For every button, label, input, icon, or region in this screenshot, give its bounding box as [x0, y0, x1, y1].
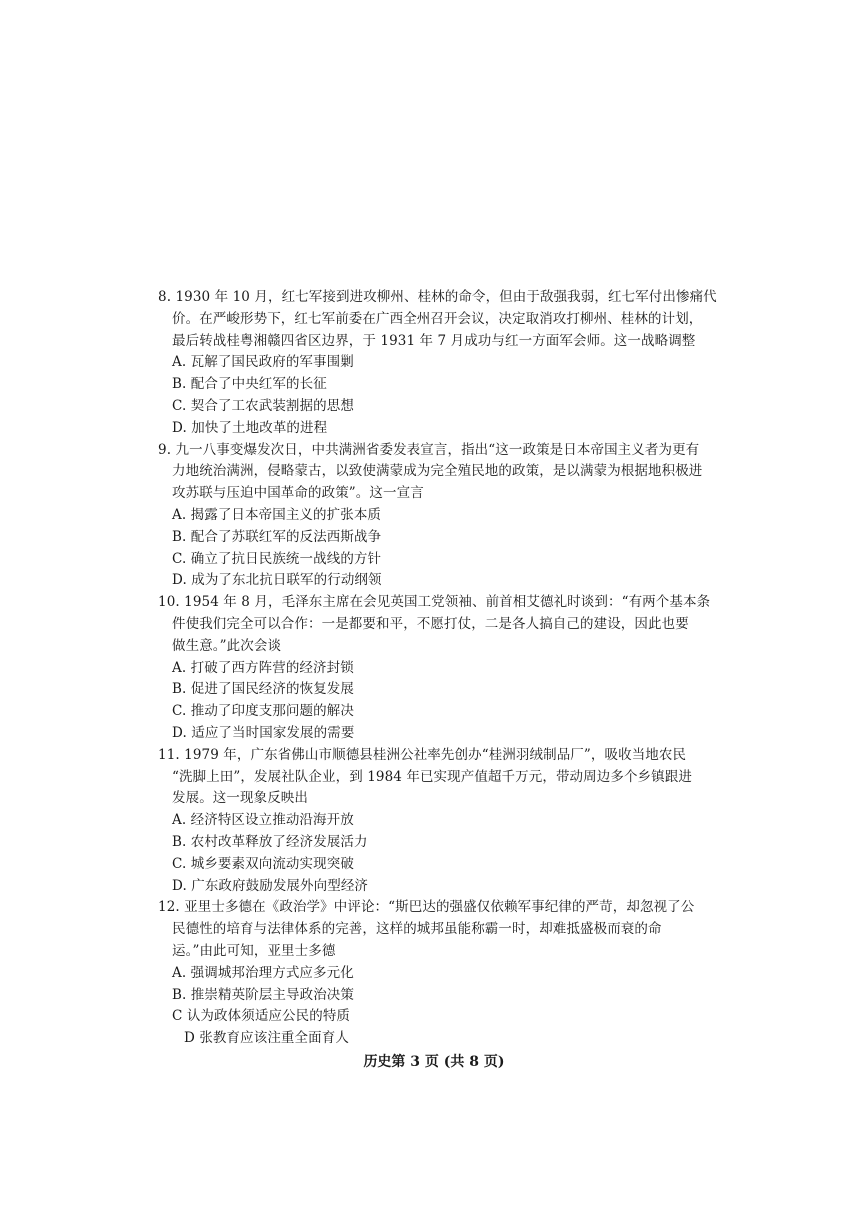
answer-option: A. 强调城邦治理方式应多元化 [172, 964, 354, 981]
exam-questions [158, 287, 718, 1050]
answer-option: B. 配合了苏联红军的反法西斯战争 [172, 528, 382, 545]
question-stem-line: 力地统治满洲，侵略蒙古，以致使满蒙成为完全殖民地的政策，是以满蒙为根据地积极进 [172, 463, 703, 480]
answer-option: D. 适应了当时国家发展的需要 [172, 724, 355, 741]
question-block [158, 592, 718, 745]
answer-options [158, 505, 718, 592]
answer-option: C 认为政体须适应公民的特质 [172, 1008, 351, 1025]
question-stem-line: 发展。这一现象反映出 [172, 790, 308, 807]
question-stem-line: 8. 1930 年 10 月，红七军接到进攻柳州、桂林的命令，但由于敌强我弱，红七军付出惨痛代 [158, 289, 717, 305]
answer-option: B. 农村改革释放了经济发展活力 [172, 833, 368, 850]
question-block [158, 440, 718, 593]
question-stem-line: 10. 1954 年 8 月，毛泽东主席在会见英国工党领袖、前首相艾德礼时谈到：“有两个基本条 [158, 594, 711, 611]
page-footer: 历史第 3 页 (共 8 页) [363, 1054, 505, 1070]
question-stem-line: 11. 1979 年，广东省佛山市顺德县桂洲公社率先创办“桂洲羽绒制品厂”，吸收当地农民 [158, 746, 687, 763]
question-block [158, 745, 718, 898]
answer-option: D 张教育应该注重全面育人 [184, 1030, 349, 1047]
question-stem-line: “洗脚上田”，发展社队企业，到 1984 年已实现产值超千万元，带动周边多个乡镇跟进 [172, 768, 692, 785]
answer-option: A. 瓦解了国民政府的军事围剿 [172, 354, 354, 371]
answer-option: A. 揭露了日本帝国主义的扩张本质 [172, 506, 382, 523]
answer-options [158, 963, 718, 1050]
question-stem-line: 做生意。”此次会谈 [172, 637, 282, 654]
answer-option: D. 成为了东北抗日联军的行动纲领 [172, 572, 382, 589]
answer-options [158, 352, 718, 439]
answer-options [158, 810, 718, 897]
question-stem-line: 运。”由此可知，亚里士多德 [172, 942, 336, 959]
question-stem-line: 价。在严峻形势下，红七军前委在广西全州召开会议，决定取消攻打柳州、桂林的计划， [172, 310, 703, 327]
answer-option: D. 广东政府鼓励发展外向型经济 [172, 877, 369, 894]
question-block [158, 287, 718, 440]
question-stem-line: 9. 九一八事变爆发次日，中共满洲省委发表宣言，指出“这一政策是日本帝国主义者为更有 [158, 441, 700, 458]
question-stem-line: 民德性的培育与法律体系的完善，这样的城邦虽能称霸一时，却难抵盛极而衰的命 [172, 921, 662, 938]
answer-option: B. 推崇精英阶层主导政治决策 [172, 986, 355, 1003]
answer-option: D. 加快了土地改革的进程 [172, 419, 328, 436]
answer-option: B. 促进了国民经济的恢复发展 [172, 681, 355, 698]
question-stem-line: 12. 亚里士多德在《政治学》中评论：“斯巴达的强盛仅依赖军事纪律的严苛，却忽视了公 [158, 899, 695, 916]
answer-options [158, 658, 718, 745]
answer-option: C. 确立了抗日民族统一战线的方针 [172, 550, 382, 567]
answer-option: C. 城乡要素双向流动实现突破 [172, 855, 354, 872]
answer-option: A. 经济特区设立推动沿海开放 [172, 812, 354, 829]
answer-option: C. 契合了工农武装割据的思想 [172, 397, 354, 414]
question-stem-line: 件使我们完全可以合作：一是都要和平，不愿打仗，二是各人搞自己的建设，因此也要 [172, 615, 689, 632]
question-stem-line: 最后转战桂粤湘赣四省区边界，于 1931 年 7 月成功与红一方面军会师。这一战略调整 [172, 332, 696, 349]
answer-option: A. 打破了西方阵营的经济封锁 [172, 659, 354, 676]
answer-option: C. 推动了印度支那问题的解决 [172, 703, 354, 720]
answer-option: B. 配合了中央红军的长征 [172, 376, 327, 393]
question-stem-line: 攻苏联与压迫中国革命的政策”。这一宣言 [172, 485, 424, 502]
question-block [158, 897, 718, 1050]
